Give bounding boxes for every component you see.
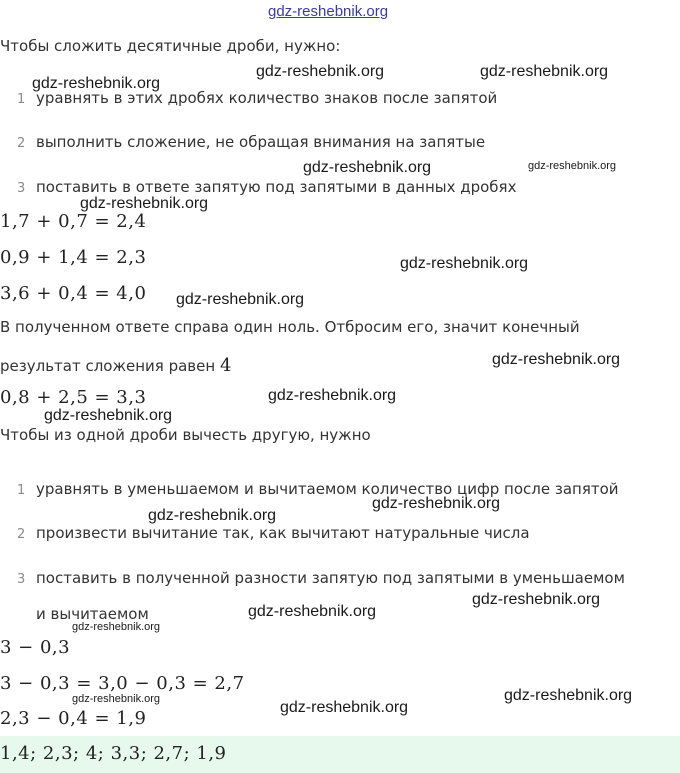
watermark: gdz-reshebnik.org (528, 160, 617, 172)
addition-note-text: результат сложения равен (0, 357, 216, 375)
addition-example-3: 3,6 + 0,4 = 4,0 (0, 283, 147, 304)
watermark: gdz-reshebnik.org (504, 687, 633, 704)
subtraction-example-2: 3 − 0,3 = 3,0 − 0,3 = 2,7 (0, 673, 245, 694)
watermark: gdz-reshebnik.org (148, 507, 277, 524)
step-number: 1 (17, 483, 26, 498)
watermark: gdz-reshebnik.org (400, 255, 529, 272)
watermark: gdz-reshebnik.org (176, 291, 305, 308)
watermark: gdz-reshebnik.org (72, 693, 161, 705)
watermark: gdz-reshebnik.org (248, 603, 377, 620)
step-number: 3 (17, 572, 26, 587)
watermark: gdz-reshebnik.org (268, 387, 397, 404)
addition-example-4: 0,8 + 2,5 = 3,3 (0, 387, 147, 408)
subtraction-example-1: 3 − 0,3 (0, 637, 71, 658)
addition-note-line-2 (0, 355, 232, 376)
watermark: gdz-reshebnik.org (480, 63, 609, 80)
header-watermark[interactable]: gdz-reshebnik.org (268, 3, 389, 20)
watermark: gdz-reshebnik.org (256, 63, 385, 80)
addition-step-3: поставить в ответе запятую под запятыми в данных дробях (36, 178, 517, 196)
addition-step-1: уравнять в этих дробях количество знаков после запятой (36, 89, 498, 107)
subtraction-step-2: произвести вычитание так, как вычитают натуральные числа (36, 524, 530, 542)
addition-note-line-1: В полученном ответе справа один ноль. Отбросим его, значит конечный (0, 318, 580, 336)
watermark: gdz-reshebnik.org (303, 159, 432, 176)
step-number: 2 (17, 136, 26, 151)
watermark: gdz-reshebnik.org (72, 621, 161, 633)
subtraction-intro: Чтобы из одной дроби вычесть другую, нужно (0, 426, 371, 444)
subtraction-step-1: уравнять в уменьшаемом и вычитаемом количество цифр после запятой (36, 480, 619, 498)
step-number: 3 (17, 181, 26, 196)
answer-box (0, 736, 680, 773)
step-number: 2 (17, 527, 26, 542)
watermark: gdz-reshebnik.org (32, 75, 161, 92)
addition-step-2: выполнить сложение, не обращая внимания на запятые (36, 133, 486, 151)
addition-intro: Чтобы сложить десятичные дроби, нужно: (0, 37, 341, 55)
addition-example-2: 0,9 + 1,4 = 2,3 (0, 247, 147, 268)
watermark: gdz-reshebnik.org (372, 495, 501, 512)
watermark: gdz-reshebnik.org (472, 591, 601, 608)
watermark: gdz-reshebnik.org (44, 407, 173, 424)
addition-example-1: 1,7 + 0,7 = 2,4 (0, 211, 147, 232)
subtraction-step-3: поставить в полученной разности запятую под запятыми в уменьшаемом (36, 569, 625, 587)
addition-note-value: 4 (219, 355, 232, 376)
step-number: 1 (17, 92, 26, 107)
subtraction-step-3-continued: и вычитаемом (36, 605, 149, 623)
watermark: gdz-reshebnik.org (492, 351, 621, 368)
subtraction-example-3: 2,3 − 0,4 = 1,9 (0, 708, 147, 729)
watermark: gdz-reshebnik.org (280, 699, 409, 716)
answer-text: 1,4; 2,3; 4; 3,3; 2,7; 1,9 (0, 743, 227, 764)
watermark: gdz-reshebnik.org (80, 195, 209, 212)
